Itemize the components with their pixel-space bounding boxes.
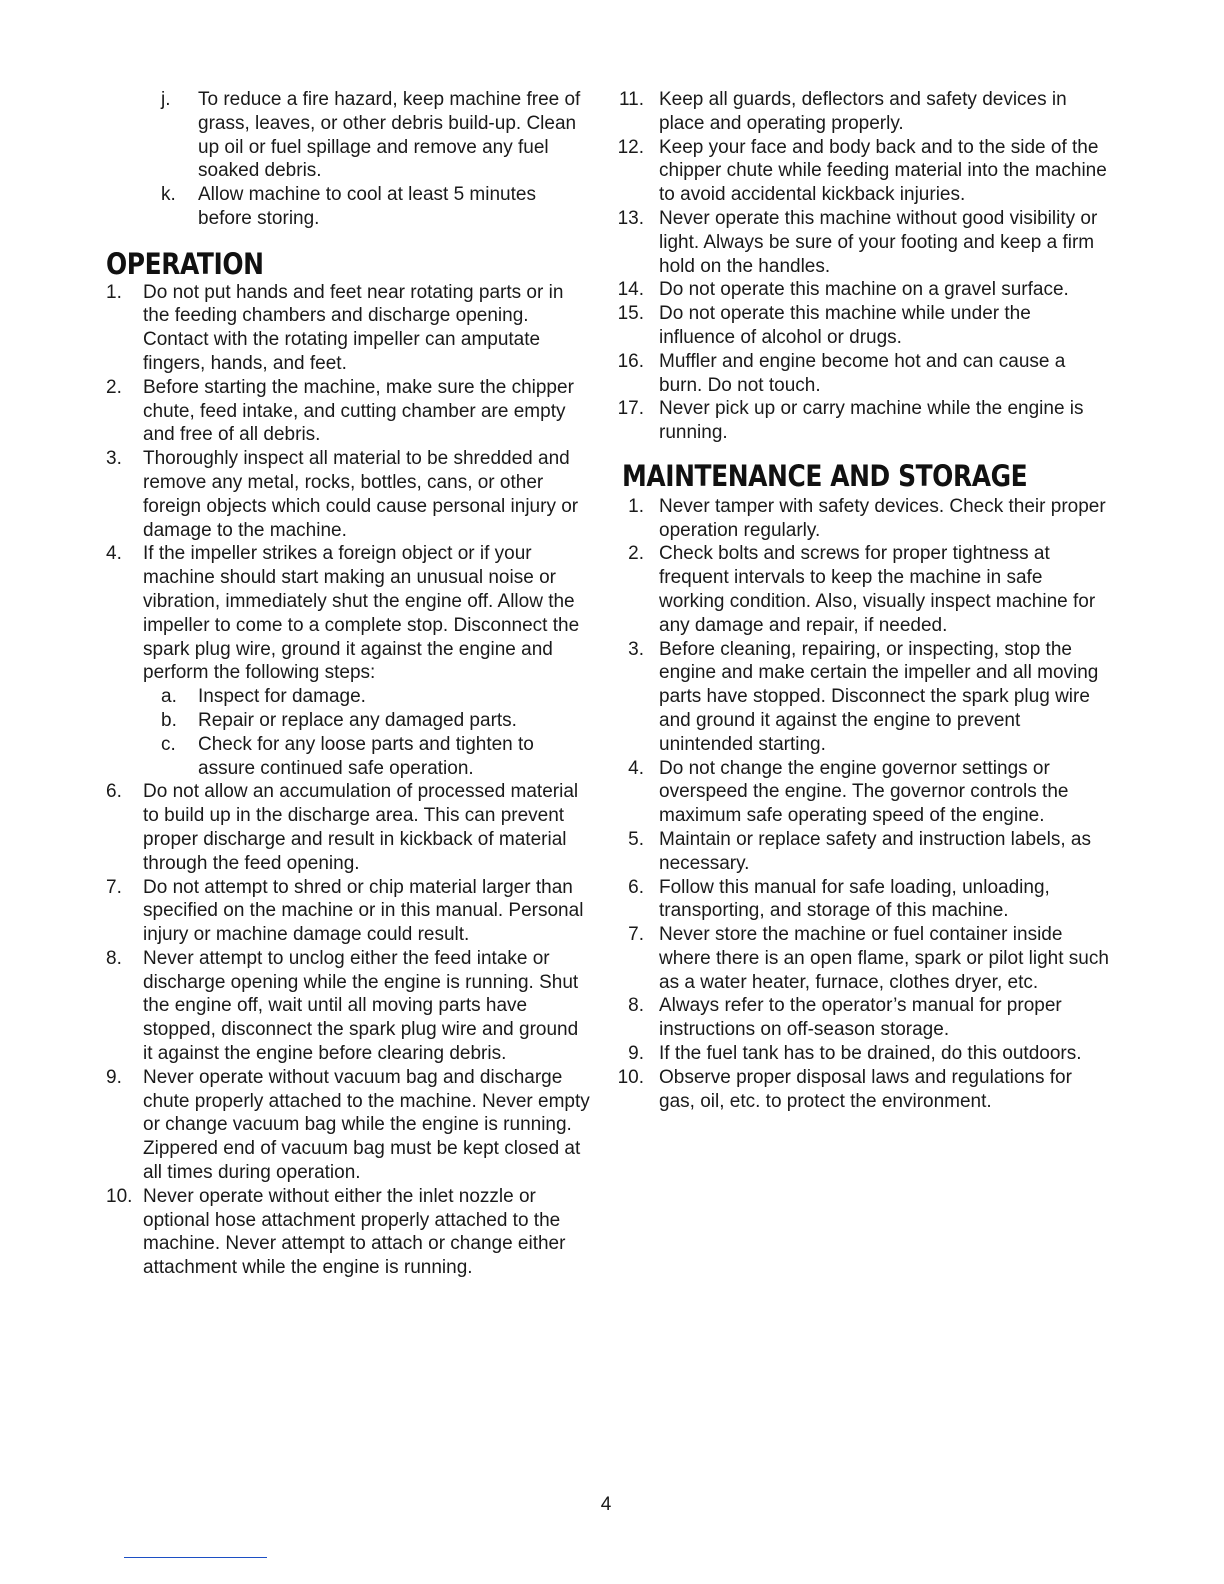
item-text: Thoroughly inspect all material to be shredded and remove any metal, rocks, bottles, cans, or other foreign objects which could cause personal injury or damage to the machine.	[143, 448, 579, 541]
item-text: Inspect for damage.	[198, 686, 366, 708]
item-text: Never store the machine or fuel container inside where there is an open flame, spark or pilot light such as a water heater, furnace, clothes dryer, etc.	[659, 924, 1109, 993]
item-number: 4.	[628, 757, 644, 779]
left-column	[106, 88, 592, 1280]
item-marker: c.	[161, 733, 176, 755]
list-item	[106, 542, 592, 685]
item-text: Do not operate this machine while under the influence of alcohol or drugs.	[659, 303, 1031, 348]
item-text: Never attempt to unclog either the feed intake or discharge opening while the engine is running. Shut the engine off, wait until all moving parts have stopped, disconnect the spark plug wire and ground it against the engine before clearing debris.	[143, 947, 579, 1065]
item-text: Allow machine to cool at least 5 minutes before storing.	[198, 184, 536, 229]
item-text: Never operate without either the inlet nozzle or optional hose attachment properly attached to the machine. Never attempt to attach or change either attachment while the engine is running.	[143, 1185, 566, 1279]
item-text: Never pick up or carry machine while the engine is running.	[659, 398, 1084, 444]
list-item	[106, 447, 592, 542]
item-text: Repair or replace any damaged parts.	[198, 709, 517, 731]
item-text: If the fuel tank has to be drained, do this outdoors.	[659, 1043, 1082, 1065]
item-number: 2.	[106, 376, 122, 398]
list-item	[622, 923, 1112, 994]
item-number: 14.	[617, 279, 644, 301]
footer-divider	[124, 1557, 267, 1558]
item-text: Always refer to the operator’s manual for proper instructions on off-season storage.	[659, 995, 1062, 1041]
item-text: Before starting the machine, make sure the chipper chute, feed intake, and cutting chamber are empty and free of all debris.	[143, 376, 574, 446]
list-item	[622, 495, 1112, 543]
item-text: Never operate this machine without good visibility or light. Always be sure of your footing and keep a firm hold on the handles.	[659, 207, 1098, 277]
item-text: Never operate without vacuum bag and discharge chute properly attached to the machine. Never empty or change vacuum bag while the engine is running. Zippered end of vacuum bag must be kept closed at all times during operation.	[143, 1066, 590, 1184]
list-item	[106, 281, 592, 376]
item-number: 8.	[628, 995, 644, 1017]
item-number: 4.	[106, 543, 122, 565]
list-item	[617, 1066, 1112, 1114]
item-text: Keep all guards, deflectors and safety devices in place and operating properly.	[659, 89, 1067, 134]
item-text: Muffler and engine become hot and can cause a burn. Do not touch.	[659, 350, 1066, 396]
list-item	[622, 876, 1112, 924]
list-item	[617, 207, 1112, 278]
section-heading-maintenance: MAINTENANCE AND STORAGE	[622, 458, 1028, 493]
item-number: 5.	[628, 828, 644, 850]
sub-list-item	[106, 685, 592, 709]
list-item	[106, 376, 592, 447]
item-number: 9.	[106, 1066, 122, 1088]
item-text: Do not attempt to shred or chip material larger than specified on the machine or in this manual. Personal injury or machine damage could result.	[143, 876, 584, 946]
list-item	[106, 780, 592, 875]
item-number: 15.	[617, 303, 644, 325]
item-text: Do not operate this machine on a gravel surface.	[659, 279, 1069, 301]
list-item	[622, 994, 1112, 1042]
item-number: 17.	[617, 398, 644, 420]
item-number: 3.	[628, 638, 644, 660]
item-number: 9.	[628, 1043, 644, 1065]
item-number: 1.	[106, 281, 122, 303]
list-item	[622, 1042, 1112, 1066]
item-number: 16.	[617, 350, 644, 372]
list-item	[106, 947, 592, 1066]
list-item	[617, 302, 1112, 350]
item-text: If the impeller strikes a foreign object or if your machine should start making an unusual noise or vibration, immediately shut the engine off. Allow the impeller to come to a complete stop. Disconnect the spark plug wire, ground it against the engine and perform the following steps:	[143, 543, 580, 684]
item-marker: b.	[161, 709, 177, 731]
item-marker: j.	[161, 89, 171, 110]
list-item	[618, 88, 1112, 136]
item-number: 2.	[628, 543, 644, 565]
item-text: Observe proper disposal laws and regulations for gas, oil, etc. to protect the environment.	[659, 1066, 1072, 1112]
list-item	[106, 88, 592, 183]
item-number: 13.	[617, 207, 644, 229]
list-item	[106, 876, 592, 947]
list-item	[617, 136, 1112, 207]
list-item	[106, 183, 592, 231]
sub-list-item	[106, 709, 592, 733]
item-number: 12.	[617, 136, 644, 158]
section-heading-operation: OPERATION	[106, 246, 264, 281]
item-text: Do not put hands and feet near rotating parts or in the feeding chambers and discharge opening. Contact with the rotating impeller can amputate fingers, hands, and feet.	[143, 281, 564, 374]
item-text: Check bolts and screws for proper tightness at frequent intervals to keep the machine in safe working condition. Also, visually inspect machine for any damage and repair, if needed.	[659, 543, 1096, 636]
list-item	[617, 350, 1112, 398]
page-number: 4	[600, 1494, 612, 1515]
list-item	[622, 828, 1112, 876]
item-text: Keep your face and body back and to the side of the chipper chute while feeding material into the machine to avoid accidental kickback injuries.	[659, 136, 1107, 206]
item-number: 3.	[106, 448, 122, 470]
item-text: Follow this manual for safe loading, unloading, transporting, and storage of this machine.	[659, 876, 1050, 922]
item-number: 10.	[106, 1185, 133, 1207]
item-number: 8.	[106, 947, 122, 969]
item-number: 6.	[106, 781, 122, 803]
list-item	[622, 638, 1112, 757]
item-number: 11.	[618, 89, 644, 110]
item-text: Check for any loose parts and tighten to assure continued safe operation.	[198, 733, 534, 779]
item-text: Never tamper with safety devices. Check their proper operation regularly.	[659, 495, 1106, 541]
item-number: 7.	[628, 924, 644, 946]
item-text: Do not allow an accumulation of processed material to build up in the discharge area. This can prevent proper discharge and result in kickback of material through the feed opening.	[143, 781, 579, 874]
sub-list-item	[106, 733, 592, 781]
list-item	[106, 1066, 592, 1185]
item-text: Before cleaning, repairing, or inspecting, stop the engine and make certain the impeller and all moving parts have stopped. Disconnect the spark plug wire and ground it against the engine to prevent unintended starting.	[659, 638, 1099, 755]
item-text: To reduce a fire hazard, keep machine free of grass, leaves, or other debris build-up. Clean up oil or fuel spillage and remove any fuel soaked debris.	[198, 89, 581, 182]
item-number: 10.	[617, 1066, 644, 1088]
item-text: Do not change the engine governor settings or overspeed the engine. The governor controls the maximum safe operating speed of the engine.	[659, 757, 1069, 827]
right-column	[617, 88, 1112, 1113]
list-item	[617, 278, 1112, 302]
item-marker: a.	[161, 686, 177, 708]
list-item	[622, 542, 1112, 637]
item-number: 6.	[628, 876, 644, 898]
item-number: 7.	[106, 876, 122, 898]
list-item	[622, 757, 1112, 828]
list-item	[106, 1185, 592, 1280]
item-number: 1.	[628, 495, 644, 517]
item-text: Maintain or replace safety and instruction labels, as necessary.	[659, 828, 1091, 874]
list-item	[617, 397, 1112, 445]
item-marker: k.	[161, 184, 176, 206]
